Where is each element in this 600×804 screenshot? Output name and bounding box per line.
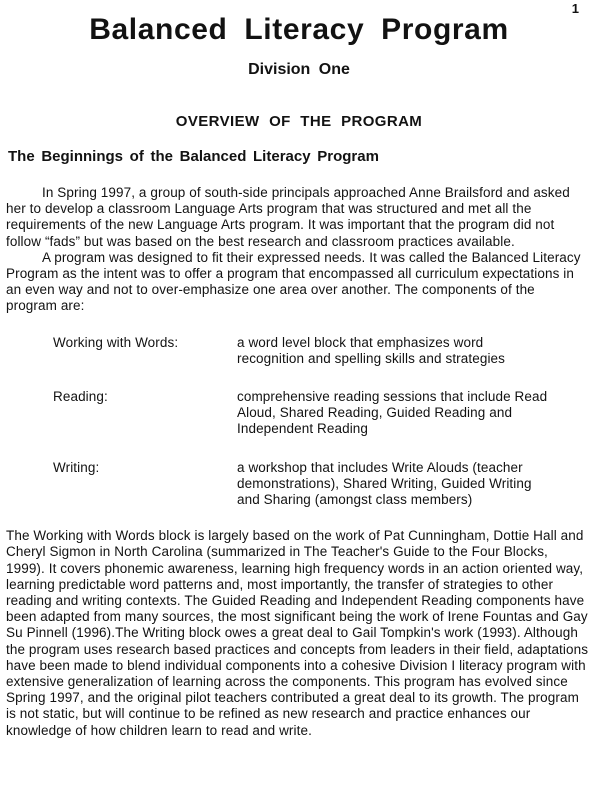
component-term: Working with Words: [53, 334, 179, 350]
paragraph-program-design: A program was designed to fit their expressed needs. It was called the Balanced Literacy Program as the intent was to offer a program that encompassed all curriculum expectations in an even way and not to over-emphasize one area over another. The components of the program are: [6, 249, 581, 314]
component-term: Writing: [53, 459, 100, 475]
components-list [53, 335, 592, 509]
page-number: 1 [571, 1, 579, 16]
subsection-heading: The Beginnings of the Balanced Literacy Program [8, 148, 379, 165]
component-row-writing [53, 460, 592, 509]
component-term: Reading: [53, 389, 108, 405]
component-row-working-with-words [53, 335, 592, 367]
paragraph-beginnings: In Spring 1997, a group of south-side principals approached Anne Brailsford and asked her to develop a classroom Language Arts program that was structured and met all the requirements of the new Language Arts program. It was important that the program did not follow “fads” but was based on the best research and classroom practices available. [6, 185, 570, 249]
document-title: Balanced Literacy Program [89, 13, 509, 46]
component-definition: a workshop that includes Write Alouds (teacher demonstrations), Shared Writing, Guided Writing and Sharing (amongst class members) [237, 459, 532, 508]
section-heading: OVERVIEW OF THE PROGRAM [175, 113, 423, 130]
component-definition: comprehensive reading sessions that include Read Aloud, Shared Reading, Guided Reading and Independent Reading [237, 389, 548, 437]
document-subtitle: Division One [248, 61, 350, 78]
component-row-reading [53, 389, 592, 438]
paragraph-closing: The Working with Words block is largely based on the work of Pat Cunningham, Dottie Hall and Cheryl Sigmon in North Carolina (summarized in The Teacher's Guide to the Four Blocks, 1999). It covers phonemic awareness, learning high frequency words in an action oriented way, learning predictable word patterns and, most importantly, the transfer of strategies to other reading and writing contexts. The Guided Reading and Independent Reading components have been adapted from many sources, the most significant being the work of Irene Fountas and Gay Su Pinnell (1996).The Writing block owes a great deal to Gail Tompkin's work (1993). Although the program uses research based practices and concepts from leaders in their field, adaptations have been made to blend individual components into a cohesive Division I literacy program with extensive generalization of learning across the components. This program has evolved since Spring 1997, and the original pilot teachers contributed a great deal to its growth. The program is not static, but will continue to be refined as new research and practice enhances our knowledge of how children learn to read and write. [6, 528, 589, 738]
component-definition: a word level block that emphasizes word recognition and spelling skills and strategies [237, 334, 506, 366]
